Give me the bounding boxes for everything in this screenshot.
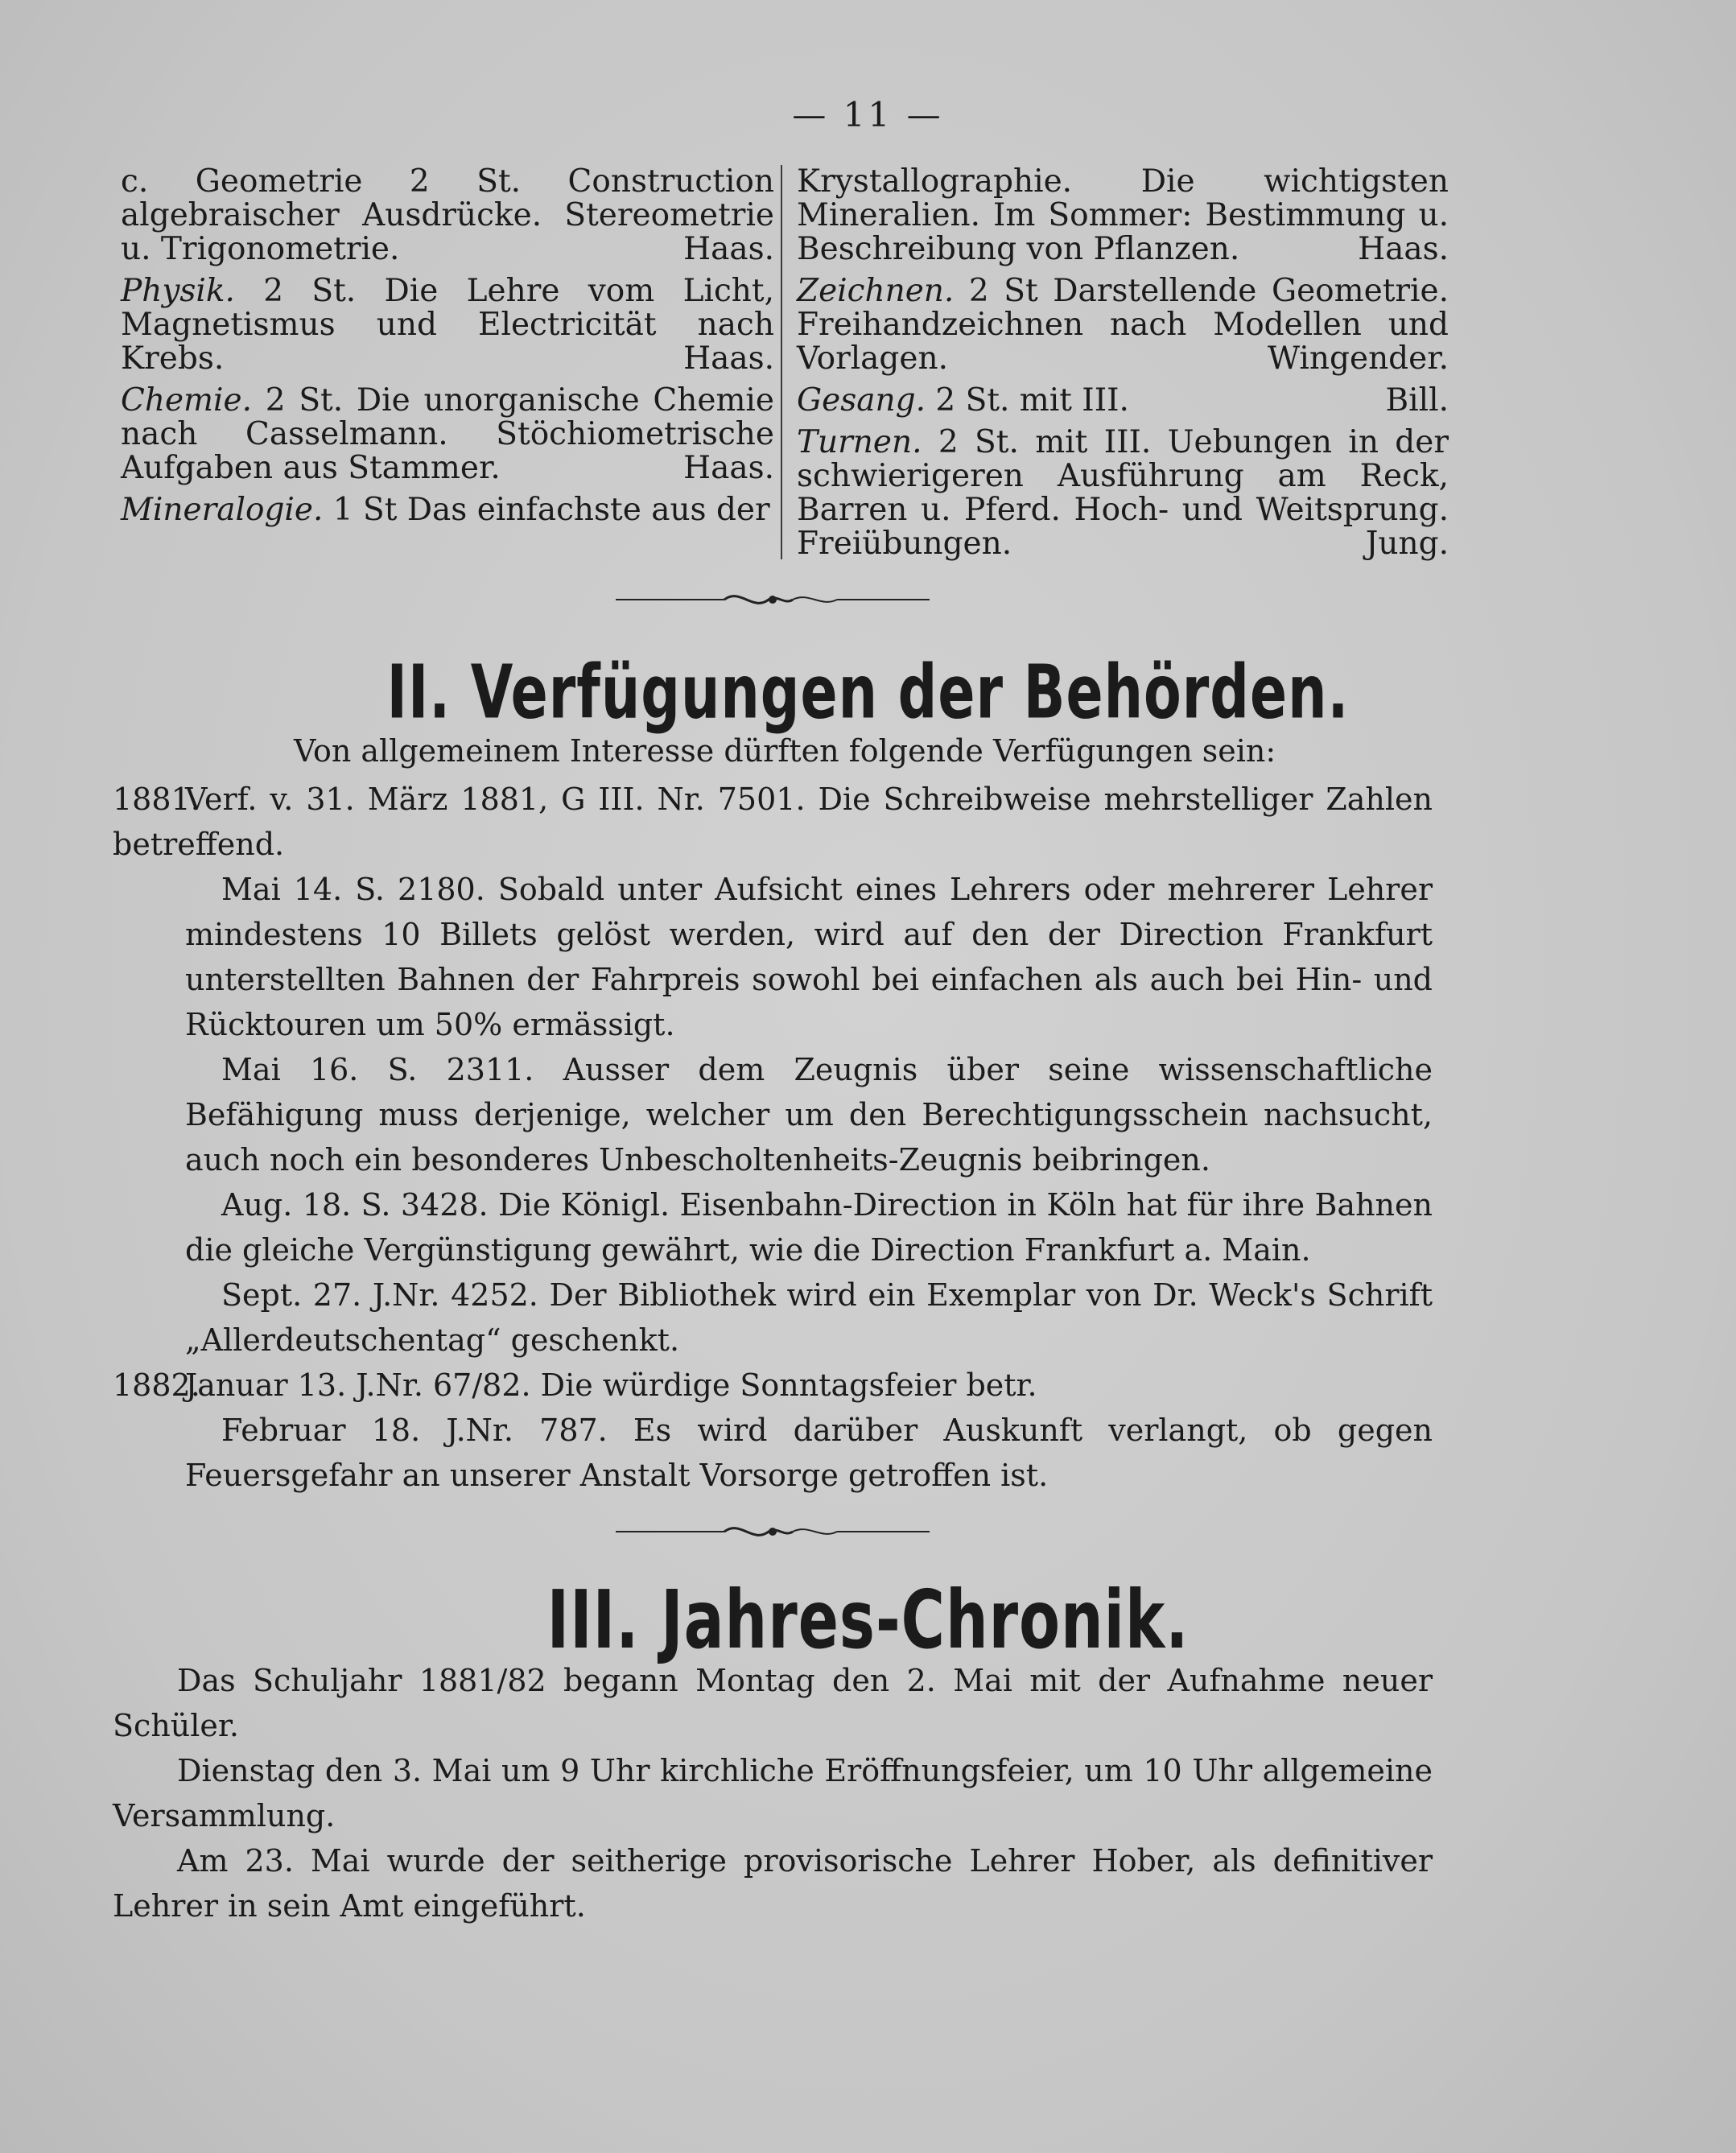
verfuegung-entry [113,777,1433,867]
ornament-divider [612,588,934,612]
entry-subject: Mineralogie. [121,492,324,528]
entry-subject: Gesang. [797,382,926,419]
entry-text: Mai 14. S. 2180. Sobald unter Aufsicht eines Lehrers oder mehrerer Lehrer mindestens 10 Billets gelöst werden, wird auf den der Direction Frankfurt unterstellten Bahnen der Fahrpreis sowohl bei einfachen als auch bei Hin- und Rücktouren um 50% ermässigt. [185,872,1433,1042]
verfuegung-entry [113,867,1433,1047]
entry-text: 2 St. mit III. Uebungen in der schwierigeren Ausführung am Reck, Barren u. Pferd. Hoch- und Weitsprung. Freiübungen. [797,424,1449,562]
left-column [121,165,774,535]
left-entry-geometrie [121,165,774,266]
entry-year: 1881. [113,782,200,817]
verfuegung-entry [113,1047,1433,1182]
left-entry-chemie [121,384,774,485]
entry-teacher: Wingender. [1268,340,1449,377]
ornament-divider [612,1520,934,1544]
entry-text: c. Geometrie 2 St. Construction algebraischer Ausdrücke. Stereometrie u. Trigonometrie. [121,163,774,267]
page-number: — 11 — [792,95,944,134]
verfuegung-entry [113,1272,1433,1363]
entry-teacher: Haas. [683,340,774,377]
entry-text: Januar 13. J.Nr. 67/82. Die würdige Sonntagsfeier betr. [185,1367,1037,1403]
entry-subject: Chemie. [121,382,252,419]
section2-intro: Von allgemeinem Interesse dürften folgende Verfügungen sein: [294,733,1276,769]
right-column [797,165,1449,569]
section-title-jahres-chronik: III. Jahres-Chronik. [546,1574,1190,1668]
chronik-paragraph: Dienstag den 3. Mai um 9 Uhr kirchliche Eröffnungsfeier, um 10 Uhr allgemeine Versammlung. [113,1753,1433,1833]
entry-text: Februar 18. J.Nr. 787. Es wird darüber Auskunft verlangt, ob gegen Feuersgefahr an unserer Anstalt Vorsorge getroffen ist. [185,1413,1433,1493]
section3-paragraphs [113,1658,1433,1928]
verfuegung-entry [113,1363,1433,1408]
entry-text: 2 St. mit III. [935,382,1129,419]
entry-teacher: Haas. [683,231,774,267]
verfuegung-entry [113,1182,1433,1272]
entry-text: Aug. 18. S. 3428. Die Königl. Eisenbahn-Direction in Köln hat für ihre Bahnen die gleiche Vergünstigung gewährt, wie die Direction Frankfurt a. Main. [185,1187,1433,1268]
entry-teacher: Bill. [1385,382,1449,419]
left-entry-mineralogie [121,493,774,527]
entry-text: 2 St. Die unorganische Chemie nach Casselmann. Stöchiometrische Aufgaben aus Stammer. [121,382,774,486]
entry-text: Sept. 27. J.Nr. 4252. Der Bibliothek wird ein Exemplar von Dr. Weck's Schrift „Allerdeutschentag“ geschenkt. [185,1277,1433,1358]
section-title-verfuegungen: II. Verfügungen der Behörden. [386,650,1350,736]
entry-text: Verf. v. 31. März 1881, G III. Nr. 7501. Die Schreibweise mehrstelliger Zahlen betreffend. [113,782,1433,862]
entry-teacher: Haas. [683,450,774,486]
entry-text: 2 St. Die Lehre vom Licht, Magnetismus und Electricität nach Krebs. [121,273,774,377]
section2-entries [113,777,1433,1498]
column-divider [781,165,782,559]
chronik-paragraph: Am 23. Mai wurde der seitherige provisorische Lehrer Hober, als definitiver Lehrer in sein Amt eingeführt. [113,1843,1433,1924]
entry-subject: Physik. [121,273,235,309]
right-entry-krystallographie [797,165,1449,266]
right-entry-zeichnen [797,274,1449,376]
entry-subject: Zeichnen. [797,273,955,309]
entry-year: 1882. [113,1367,200,1403]
chronik-paragraph: Das Schuljahr 1881/82 begann Montag den 2. Mai mit der Aufnahme neuer Schüler. [113,1663,1433,1743]
left-entry-physik [121,274,774,376]
entry-text: Krystallographie. Die wichtigsten Mineralien. Im Sommer: Bestimmung u. Beschreibung von Pflanzen. [797,163,1449,267]
entry-teacher: Jung. [1365,526,1449,562]
entry-subject: Turnen. [797,424,922,460]
right-entry-turnen [797,426,1449,561]
entry-text: 2 St Darstellende Geometrie. Freihandzeichnen nach Modellen und Vorlagen. [797,273,1449,377]
entry-teacher: Haas. [1358,231,1449,267]
right-entry-gesang [797,384,1449,418]
verfuegung-entry [113,1408,1433,1498]
entry-text: 1 St Das einfachste aus der [332,492,770,528]
entry-text: Mai 16. S. 2311. Ausser dem Zeugnis über seine wissenschaftliche Befähigung muss derjenige, welcher um den Berechtigungsschein nachsucht, auch noch ein besonderes Unbescholtenheits-Zeugnis beibringen. [185,1052,1433,1178]
